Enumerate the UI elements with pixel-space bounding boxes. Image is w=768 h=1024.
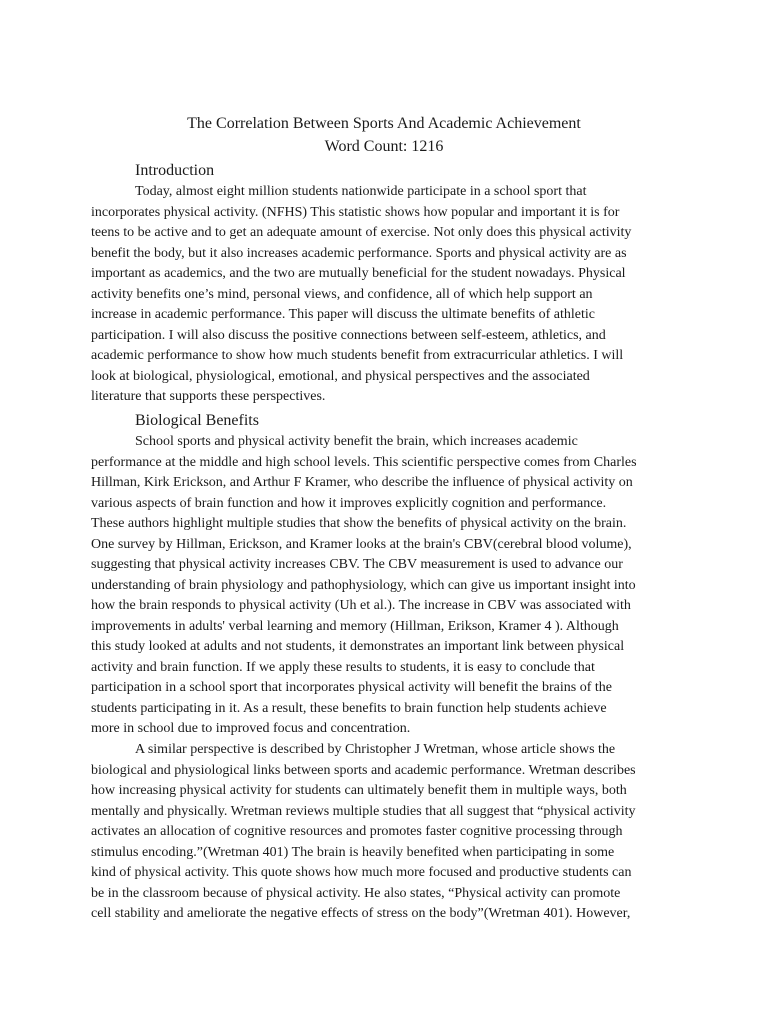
word-count: Word Count: 1216 [324,138,444,155]
text-line: performance at the middle and high school levels. This scientific perspective comes from Charles [91,454,637,470]
text-line: A similar perspective is described by Christopher J Wretman, whose article shows the [135,742,616,757]
text-line: increase in academic performance. This paper will discuss the ultimate benefits of athletic [91,307,595,322]
text-line: students participating in it. As a result, these benefits to brain function help students achieve [91,700,607,716]
text-line: this study looked at adults and not students, it demonstrates an important link between physical [91,639,625,654]
text-line: Hillman, Kirk Erickson, and Arthur F Kramer, who describe the influence of physical activity on [91,475,633,490]
text-line: mentally and physically. Wretman reviews multiple studies that all suggest that “physical activity [91,803,636,819]
text-line: more in school due to improved focus and concentration. [91,721,411,736]
text-line: teens to be active and to get an adequate amount of exercise. Not only does this physical activity [91,225,632,240]
text-line: be in the classroom because of physical activity. He also states, “Physical activity can promote [91,885,621,901]
text-line: participation. I will also discuss the positive connections between self-esteem, athletics, and [91,327,606,343]
text-line: activates an allocation of cognitive resources and promotes faster cognitive processing through [91,824,623,839]
text-line: Today, almost eight million students nationwide participate in a school sport that [135,184,587,199]
text-line: understanding of brain physiology and pathophysiology, which can give us important insight into [91,577,636,593]
text-line: stimulus encoding.”(Wretman 401) The brain is heavily benefited when participating in some [91,844,615,860]
text-line: how increasing physical activity for students can ultimately benefit them in multiple ways, both [91,783,627,798]
document-title: The Correlation Between Sports And Academic Achievement [187,115,581,132]
section-heading-introduction: Introduction [135,162,215,179]
text-line: One survey by Hillman, Erickson, and Kramer looks at the brain's CBV(cerebral blood volume), [91,536,632,552]
text-line: biological and physiological links between sports and academic performance. Wretman describes [91,762,636,778]
text-line: academic performance to show how much students benefit from extracurricular athletics. I will [91,348,624,363]
section-heading-biological-benefits: Biological Benefits [135,412,259,429]
text-line: kind of physical activity. This quote shows how much more focused and productive students can [91,865,632,880]
text-line: activity and brain function. If we apply these results to students, it is easy to conclude that [91,659,595,675]
text-line: benefit the body, but it also increases academic performance. Sports and physical activity are as [91,245,627,261]
text-line: School sports and physical activity benefit the brain, which increases academic [135,434,578,449]
text-line: cell stability and ameliorate the negative effects of stress on the body”(Wretman 401). However, [91,906,631,921]
text-line: important as academics, and the two are mutually beneficial for the student nowadays. Physical [91,266,626,281]
text-line: improvements in adults' verbal learning and memory (Hillman, Erikson, Kramer 4 ). Although [91,618,619,634]
text-line: literature that supports these perspectives. [91,389,326,404]
text-line: participation in a school sport that incorporates physical activity will benefit the brains of the [91,680,612,695]
text-line: suggesting that physical activity increases CBV. The CBV measurement is used to advance our [91,557,623,572]
text-line: how the brain responds to physical activity (Uh et al.). The increase in CBV was associated with [91,598,631,613]
text-line: activity benefits one’s mind, personal views, and confidence, all of which help support an [91,286,593,302]
text-line: These authors highlight multiple studies that show the benefits of physical activity on the brain. [91,516,627,531]
text-line: incorporates physical activity. (NFHS) This statistic shows how popular and important it is for [91,204,620,220]
text-line: look at biological, physiological, emotional, and physical perspectives and the associated [91,368,590,384]
text-line: various aspects of brain function and how it improves explicitly cognition and performance. [91,495,607,511]
